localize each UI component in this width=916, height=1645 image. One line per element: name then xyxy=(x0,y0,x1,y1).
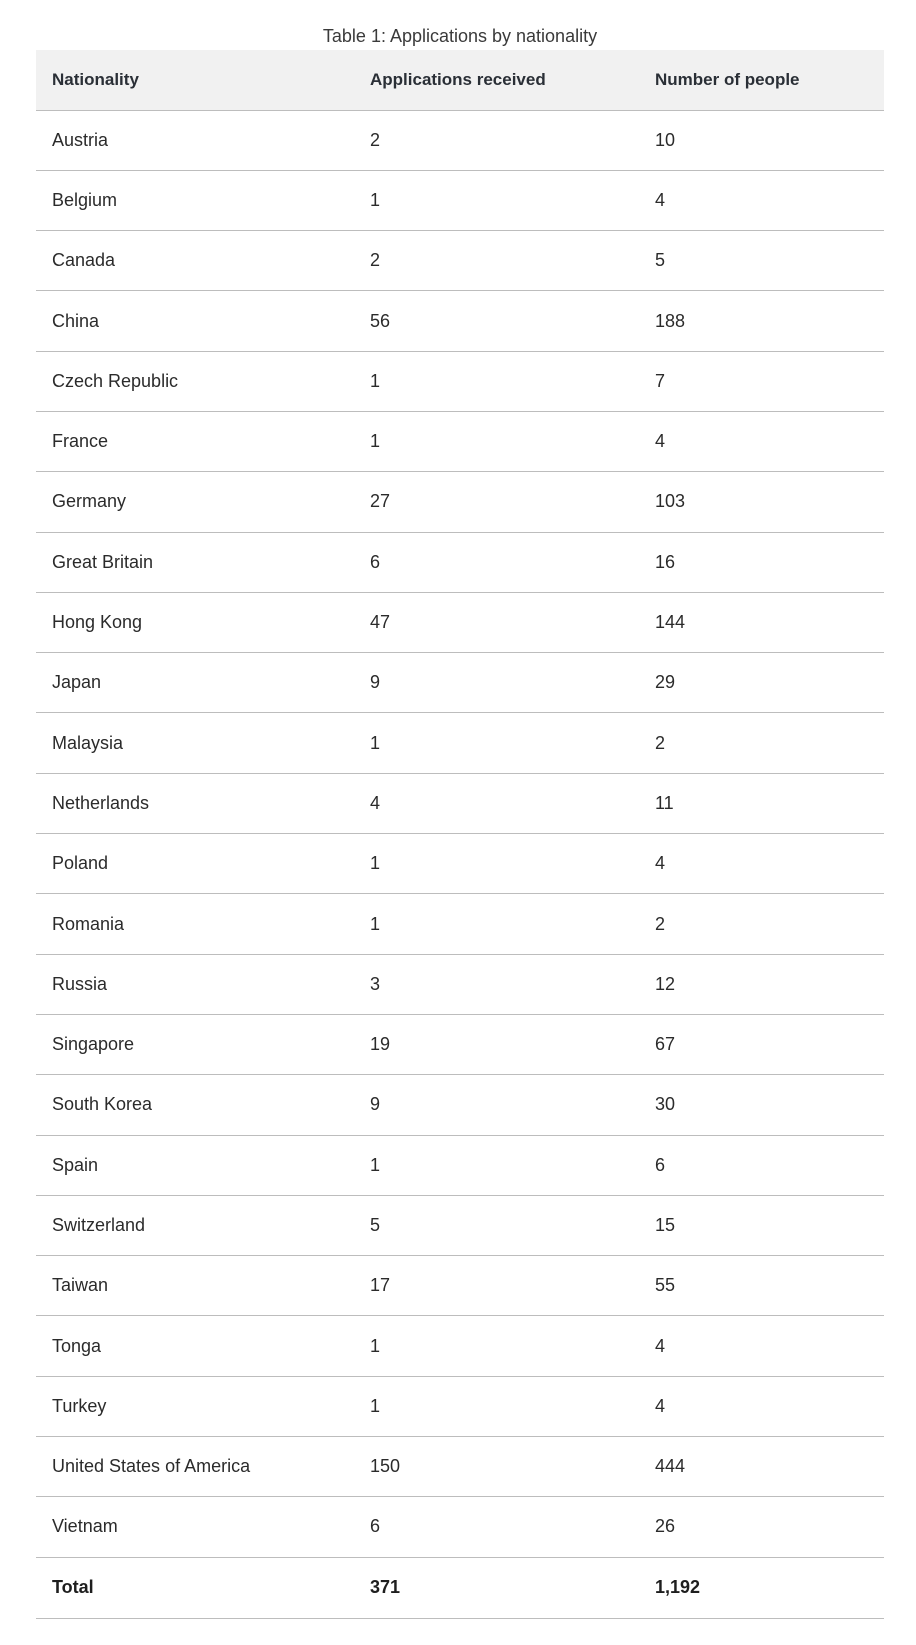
cell-number-of-people: 144 xyxy=(639,592,884,652)
cell-number-of-people: 103 xyxy=(639,472,884,532)
column-header-number-of-people: Number of people xyxy=(639,50,884,110)
table-container xyxy=(36,22,884,1619)
cell-nationality: Vietnam xyxy=(36,1497,354,1557)
cell-applications-received: 1 xyxy=(354,1135,639,1195)
cell-applications-received: 5 xyxy=(354,1195,639,1255)
cell-applications-received: 27 xyxy=(354,472,639,532)
table-total-row xyxy=(36,1557,884,1618)
cell-applications-received: 9 xyxy=(354,653,639,713)
cell-number-of-people: 7 xyxy=(639,351,884,411)
cell-nationality: Turkey xyxy=(36,1376,354,1436)
table-row xyxy=(36,1437,884,1497)
cell-nationality: France xyxy=(36,411,354,471)
cell-number-of-people: 11 xyxy=(639,773,884,833)
table-row xyxy=(36,532,884,592)
cell-number-of-people: 29 xyxy=(639,653,884,713)
table-row xyxy=(36,1256,884,1316)
cell-nationality: Austria xyxy=(36,110,354,170)
cell-applications-received: 6 xyxy=(354,1497,639,1557)
table-row xyxy=(36,653,884,713)
table-row xyxy=(36,291,884,351)
cell-nationality: Poland xyxy=(36,834,354,894)
cell-number-of-people: 55 xyxy=(639,1256,884,1316)
cell-nationality: Germany xyxy=(36,472,354,532)
table-row xyxy=(36,1195,884,1255)
cell-applications-received: 1 xyxy=(354,1316,639,1376)
cell-number-of-people: 12 xyxy=(639,954,884,1014)
cell-applications-received: 1 xyxy=(354,170,639,230)
cell-number-of-people: 444 xyxy=(639,1437,884,1497)
cell-number-of-people: 30 xyxy=(639,1075,884,1135)
cell-nationality: Spain xyxy=(36,1135,354,1195)
table-row xyxy=(36,110,884,170)
cell-applications-received: 1 xyxy=(354,894,639,954)
cell-applications-received: 17 xyxy=(354,1256,639,1316)
cell-number-of-people: 16 xyxy=(639,532,884,592)
cell-applications-received: 9 xyxy=(354,1075,639,1135)
cell-number-of-people: 188 xyxy=(639,291,884,351)
cell-number-of-people: 4 xyxy=(639,411,884,471)
cell-nationality: Belgium xyxy=(36,170,354,230)
table-row xyxy=(36,954,884,1014)
cell-number-of-people: 67 xyxy=(639,1014,884,1074)
cell-applications-received: 4 xyxy=(354,773,639,833)
cell-applications-received: 1 xyxy=(354,713,639,773)
table-row xyxy=(36,231,884,291)
total-applications: 371 xyxy=(354,1557,639,1618)
cell-applications-received: 2 xyxy=(354,231,639,291)
cell-nationality: Hong Kong xyxy=(36,592,354,652)
cell-nationality: Taiwan xyxy=(36,1256,354,1316)
cell-applications-received: 3 xyxy=(354,954,639,1014)
cell-nationality: Singapore xyxy=(36,1014,354,1074)
table-caption: Table 1: Applications by nationality xyxy=(322,26,598,46)
cell-nationality: Russia xyxy=(36,954,354,1014)
cell-nationality: China xyxy=(36,291,354,351)
table-row xyxy=(36,592,884,652)
cell-nationality: Netherlands xyxy=(36,773,354,833)
cell-applications-received: 19 xyxy=(354,1014,639,1074)
cell-applications-received: 6 xyxy=(354,532,639,592)
total-people: 1,192 xyxy=(639,1557,884,1618)
table-row xyxy=(36,411,884,471)
cell-number-of-people: 4 xyxy=(639,834,884,894)
table-header-row xyxy=(36,50,884,110)
cell-applications-received: 1 xyxy=(354,411,639,471)
cell-nationality: Tonga xyxy=(36,1316,354,1376)
cell-number-of-people: 2 xyxy=(639,713,884,773)
column-header-applications-received: Applications received xyxy=(354,50,639,110)
cell-number-of-people: 10 xyxy=(639,110,884,170)
table-row xyxy=(36,170,884,230)
cell-applications-received: 1 xyxy=(354,1376,639,1436)
table-row xyxy=(36,1014,884,1074)
cell-applications-received: 1 xyxy=(354,834,639,894)
table-row xyxy=(36,894,884,954)
cell-nationality: United States of America xyxy=(36,1437,354,1497)
table-row xyxy=(36,773,884,833)
table-row xyxy=(36,1376,884,1436)
cell-nationality: South Korea xyxy=(36,1075,354,1135)
cell-number-of-people: 4 xyxy=(639,170,884,230)
table-row xyxy=(36,1075,884,1135)
table-row xyxy=(36,351,884,411)
column-header-nationality: Nationality xyxy=(36,50,354,110)
table-row xyxy=(36,1316,884,1376)
cell-number-of-people: 4 xyxy=(639,1316,884,1376)
table-row xyxy=(36,472,884,532)
cell-applications-received: 1 xyxy=(354,351,639,411)
cell-number-of-people: 26 xyxy=(639,1497,884,1557)
applications-table xyxy=(36,50,884,1619)
cell-applications-received: 47 xyxy=(354,592,639,652)
cell-number-of-people: 4 xyxy=(639,1376,884,1436)
cell-nationality: Romania xyxy=(36,894,354,954)
cell-number-of-people: 2 xyxy=(639,894,884,954)
cell-applications-received: 150 xyxy=(354,1437,639,1497)
table-row xyxy=(36,1135,884,1195)
table-row xyxy=(36,1497,884,1557)
table-row xyxy=(36,713,884,773)
cell-number-of-people: 5 xyxy=(639,231,884,291)
cell-applications-received: 56 xyxy=(354,291,639,351)
cell-applications-received: 2 xyxy=(354,110,639,170)
table-body xyxy=(36,110,884,1557)
cell-nationality: Switzerland xyxy=(36,1195,354,1255)
table-row xyxy=(36,834,884,894)
cell-nationality: Great Britain xyxy=(36,532,354,592)
total-label: Total xyxy=(36,1557,354,1618)
cell-nationality: Japan xyxy=(36,653,354,713)
cell-number-of-people: 6 xyxy=(639,1135,884,1195)
cell-nationality: Czech Republic xyxy=(36,351,354,411)
cell-nationality: Canada xyxy=(36,231,354,291)
cell-number-of-people: 15 xyxy=(639,1195,884,1255)
cell-nationality: Malaysia xyxy=(36,713,354,773)
